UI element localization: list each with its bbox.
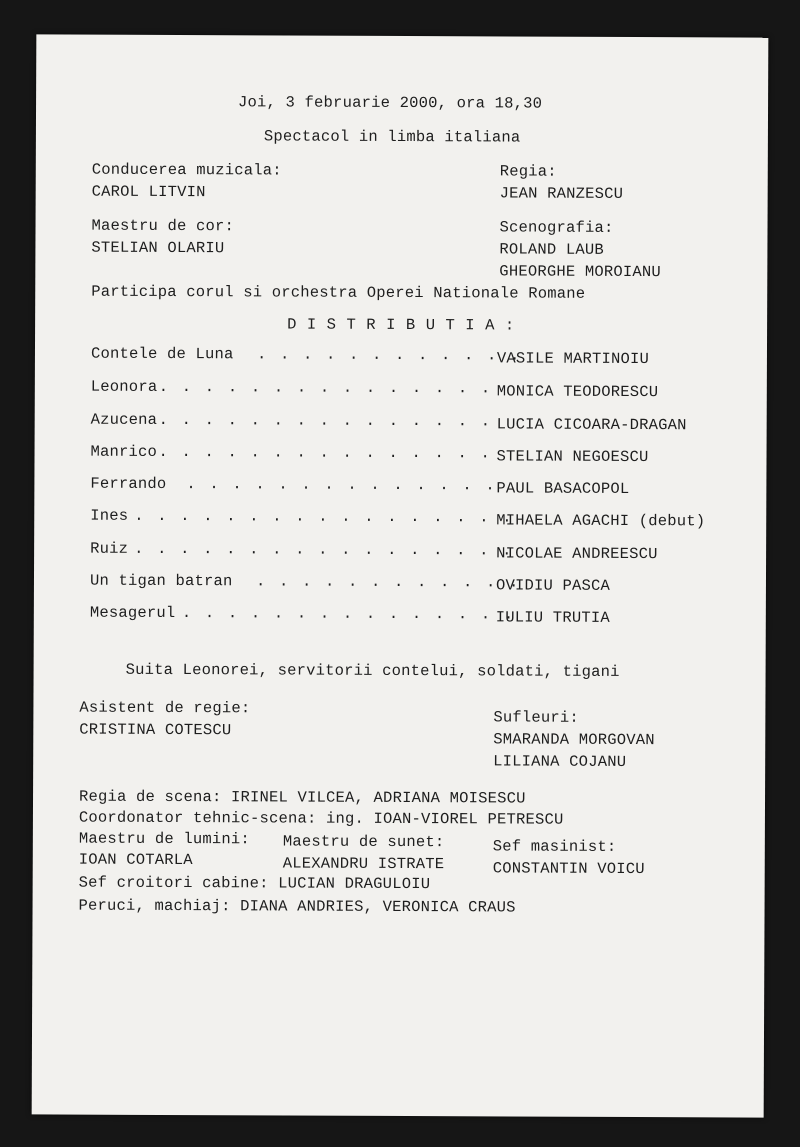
actor-name: PAUL BASACOPOL xyxy=(496,479,630,499)
direction-name: JEAN RANZESCU xyxy=(499,184,624,203)
cast-heading: DISTRIBUTIA: xyxy=(287,315,525,335)
prompters-label: Sufleuri: xyxy=(493,708,579,727)
actor-name: MIHAELA AGACHI (debut) xyxy=(496,511,706,531)
role-name: Ruiz xyxy=(90,539,129,558)
actor-name: MONICA TEODORESCU xyxy=(496,382,659,402)
actor-name: NICOLAE ANDREESCU xyxy=(496,544,658,564)
technical-coordinator-line: Coordonator tehnic-scena: ing. IOAN-VIOREL PETRESCU xyxy=(78,808,564,829)
leader-dots: . . . . . . . . . . . . . . . xyxy=(158,377,493,398)
leader-dots: . . . . . . . . . . . . . . . . . xyxy=(134,539,514,560)
assistant-director-label: Asistent de regie: xyxy=(79,698,251,718)
actor-name: VASILE MARTINOIU xyxy=(496,349,650,369)
role-name: Manrico xyxy=(90,442,158,461)
sound-master-label: Maestru de sunet: xyxy=(282,832,445,852)
prompter-name-2: LILIANA COJANU xyxy=(493,752,627,771)
leader-dots: . . . . . . . . . . . . . . . xyxy=(158,442,493,463)
actor-name: IULIU TRUTIA xyxy=(495,608,610,627)
prompter-name-1: SMARANDA MORGOVAN xyxy=(493,730,655,750)
role-name: Azucena xyxy=(90,410,158,429)
leader-dots: . . . . . . . . . . . . xyxy=(256,345,522,365)
chorus-master-name: STELIAN OLARIU xyxy=(91,238,225,258)
scenography-label: Scenografia: xyxy=(499,218,614,237)
role-name: Ferrando xyxy=(90,474,167,493)
musical-direction-label: Conducerea muzicala: xyxy=(91,160,282,180)
role-name: Contele de Luna xyxy=(90,344,234,364)
chorus-master-label: Maestru de cor: xyxy=(91,216,235,236)
leader-dots: . . . . . . . . . . . . . . . . . xyxy=(134,506,514,527)
scenography-name-1: ROLAND LAUB xyxy=(499,240,604,259)
role-name: Mesagerul xyxy=(89,603,176,623)
role-name: Un tigan batran xyxy=(89,571,233,591)
direction-label: Regia: xyxy=(499,162,557,181)
leader-dots: . . . . . . . . . . . . xyxy=(255,572,521,592)
leader-dots: . . . . . . . . . . . . . . . xyxy=(181,604,516,624)
leader-dots: . . . . . . . . . . . . . . . xyxy=(158,410,493,431)
sound-master-name: ALEXANDRU ISTRATE xyxy=(282,854,445,874)
scenography-name-2: GHEORGHE MOROIANU xyxy=(499,262,661,282)
stage-direction-line: Regia de scena: IRINEL VILCEA, ADRIANA MOISESCU xyxy=(78,787,526,808)
actor-name: STELIAN NEGOESCU xyxy=(496,447,649,467)
actor-name: LUCIA CICOARA-DRAGAN xyxy=(496,415,687,435)
ensemble-line: Suita Leonorei, servitorii contelui, soldati, tigani xyxy=(125,660,620,681)
leader-dots: . . . . . . . . . . . . . . xyxy=(186,475,497,495)
role-name: Ines xyxy=(90,506,129,525)
role-name: Leonora xyxy=(90,377,158,396)
chief-machinist-label: Sef masinist: xyxy=(492,837,617,856)
program-page xyxy=(32,34,769,1117)
chief-machinist-name: CONSTANTIN VOICU xyxy=(492,859,645,879)
participation-line: Participa corul si orchestra Operei Nationale Romane xyxy=(91,282,586,303)
actor-name: OVIDIU PASCA xyxy=(495,576,611,595)
lighting-master-label: Maestru de lumini: xyxy=(78,829,250,849)
costumes-line: Sef croitori cabine: LUCIAN DRAGULOIU xyxy=(78,873,431,894)
performance-date: Joi, 3 februarie 2000, ora 18,30 xyxy=(238,93,543,113)
musical-direction-name: CAROL LITVIN xyxy=(91,182,206,202)
assistant-director-name: CRISTINA COTESCU xyxy=(79,720,232,740)
wigs-makeup-line: Peruci, machiaj: DIANA ANDRIES, VERONICA CRAUS xyxy=(78,896,516,917)
performance-language: Spectacol in limba italiana xyxy=(263,127,521,147)
lighting-master-name: IOAN COTARLA xyxy=(78,850,193,870)
